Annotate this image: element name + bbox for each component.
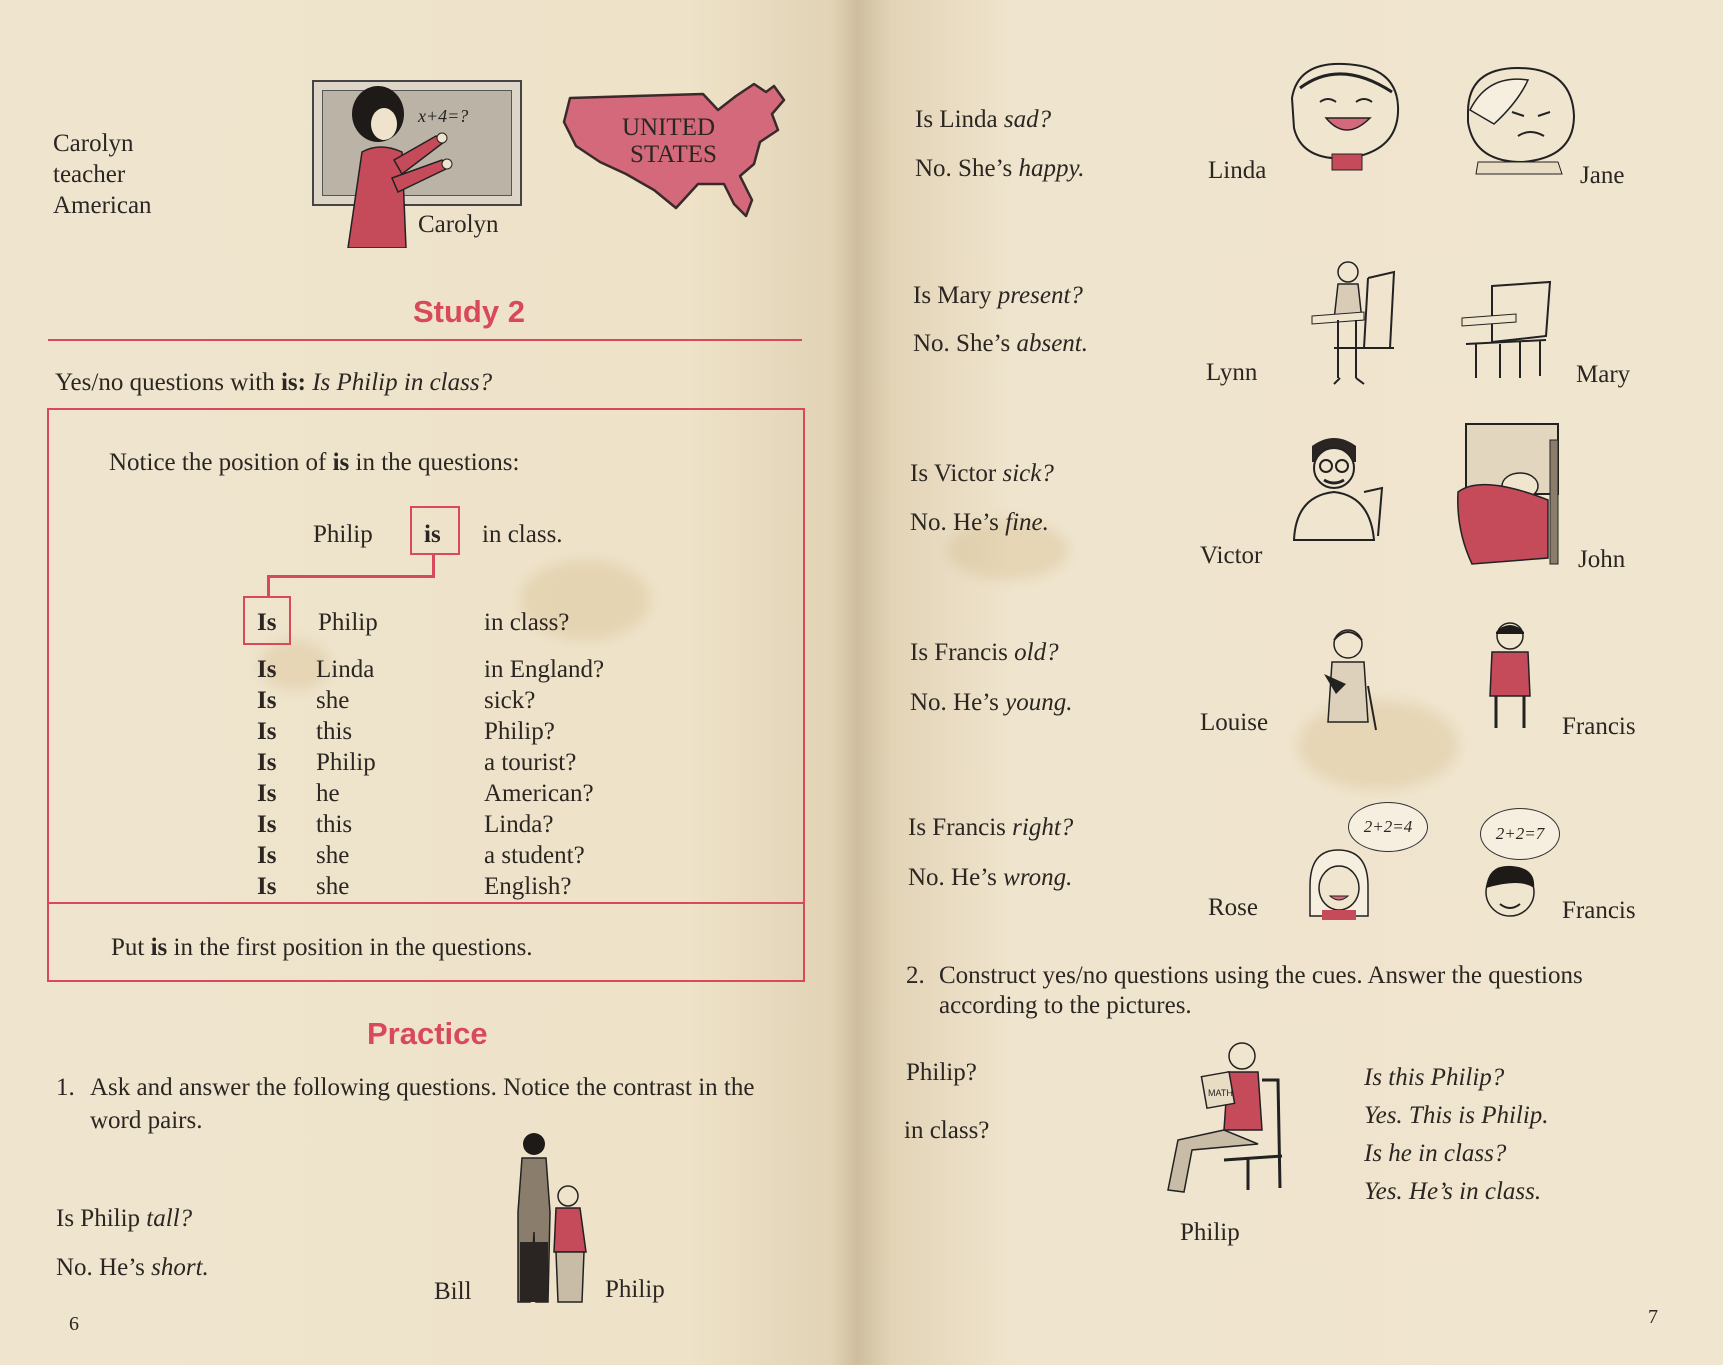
- cue-philip: Philip?: [906, 1059, 977, 1086]
- question-rest: a tourist?: [484, 749, 577, 776]
- question-rest: American?: [484, 780, 594, 807]
- profile-nationality: American: [53, 192, 152, 219]
- question-verb: Is: [257, 687, 277, 714]
- study-heading: Study 2: [413, 294, 525, 329]
- study-intro: Yes/no questions with is: Is Philip in class?: [55, 369, 493, 396]
- statement-subject: Philip: [313, 521, 373, 548]
- page-number-left: 6: [69, 1313, 79, 1335]
- boy-face-icon: [1476, 860, 1546, 924]
- teacher-caption: Carolyn: [418, 211, 499, 238]
- sad-face-icon: [1458, 62, 1583, 177]
- profile-job: teacher: [53, 161, 126, 188]
- girl-face-icon: [1304, 846, 1374, 921]
- question-verb: Is: [257, 780, 277, 807]
- map-label-line1: UNITED: [622, 114, 716, 141]
- pair4-question: Is Francis old?: [910, 639, 1059, 666]
- exercise2-line1: Construct yes/no questions using the cues. Answer the questions: [939, 962, 1583, 989]
- question-subject: she: [316, 873, 350, 900]
- question-rest: sick?: [484, 687, 536, 714]
- study-frame: [47, 408, 805, 982]
- statement-rest: in class.: [482, 521, 563, 548]
- pair4-answer: No. He’s young.: [910, 689, 1073, 716]
- heading-rule: [48, 339, 802, 341]
- left-page: [0, 0, 858, 1365]
- right-page: [858, 0, 1723, 1365]
- question-rest: in class?: [484, 609, 570, 636]
- question-rest: a student?: [484, 842, 585, 869]
- profile-list: [53, 128, 152, 221]
- empty-desk-icon: [1456, 278, 1556, 383]
- united-states-map-icon: [558, 80, 793, 225]
- example-question: Is Philip tall?: [56, 1205, 193, 1232]
- pair2-answer: No. She’s absent.: [913, 330, 1089, 357]
- student-at-desk-icon: [1298, 258, 1398, 388]
- question-subject: this: [316, 811, 353, 838]
- question-subject: Philip: [318, 609, 378, 636]
- exercise1-line2: word pairs.: [90, 1107, 203, 1134]
- pair3-name-left: Victor: [1200, 542, 1263, 569]
- question-subject: this: [316, 718, 353, 745]
- pair1-answer: No. She’s happy.: [915, 155, 1085, 182]
- question-rest: in England?: [484, 656, 605, 683]
- cue-in-class: in class?: [904, 1117, 990, 1144]
- connector-vertical-top: [432, 553, 435, 577]
- rule-text: Put is in the first position in the questions.: [111, 934, 533, 961]
- pair5-question: Is Francis right?: [908, 814, 1074, 841]
- pair1-name-left: Linda: [1208, 157, 1267, 184]
- speech-bubble-correct: 2+2=4: [1348, 802, 1428, 852]
- happy-face-icon: [1280, 58, 1410, 173]
- pair2-question: Is Mary present?: [913, 282, 1083, 309]
- figure-name-bill: Bill: [434, 1278, 472, 1305]
- question-verb: Is: [257, 718, 277, 745]
- question-subject: she: [316, 842, 350, 869]
- answer-line-2: Yes. This is Philip.: [1364, 1102, 1549, 1129]
- exercise2-number: 2.: [906, 962, 925, 989]
- pair4-name-left: Louise: [1200, 709, 1269, 736]
- question-verb: Is: [257, 873, 277, 900]
- profile-name: Carolyn: [53, 130, 134, 157]
- question-subject: Philip: [316, 749, 376, 776]
- frame-divider: [49, 902, 803, 904]
- philip-reading-icon: [1148, 1040, 1298, 1205]
- answer-line-3: Is he in class?: [1364, 1140, 1507, 1167]
- pair1-name-right: Jane: [1580, 162, 1625, 189]
- question-subject: Linda: [316, 656, 375, 683]
- practice-heading: Practice: [367, 1016, 488, 1051]
- pair4-name-right: Francis: [1562, 713, 1636, 740]
- tall-short-figures-icon: [500, 1132, 600, 1307]
- healthy-man-icon: [1278, 432, 1398, 542]
- pair1-question: Is Linda sad?: [915, 106, 1052, 133]
- question-rest: Linda?: [484, 811, 554, 838]
- question-verb: Is: [257, 656, 277, 683]
- pair5-name-left: Rose: [1208, 894, 1258, 921]
- question-rest: Philip?: [484, 718, 555, 745]
- page-number-right: 7: [1648, 1306, 1658, 1328]
- map-label-line2: STATES: [630, 141, 717, 168]
- question-verb: Is: [257, 749, 277, 776]
- question-verb: Is: [257, 609, 277, 636]
- exercise1-number: 1.: [56, 1074, 75, 1101]
- pair5-answer: No. He’s wrong.: [908, 864, 1073, 891]
- young-boy-icon: [1476, 620, 1546, 735]
- question-subject: he: [316, 780, 340, 807]
- exercise1-line1: Ask and answer the following questions. Notice the contrast in the: [90, 1074, 755, 1101]
- connector-vertical-bottom: [267, 575, 270, 596]
- statement-verb: is: [424, 521, 441, 548]
- answer-line-1: Is this Philip?: [1364, 1064, 1505, 1091]
- pair3-answer: No. He’s fine.: [910, 509, 1049, 536]
- figure-name-philip: Philip: [605, 1276, 665, 1303]
- question-subject: she: [316, 687, 350, 714]
- question-rest: English?: [484, 873, 572, 900]
- question-verb: Is: [257, 842, 277, 869]
- chalkboard-equation: x+4=?: [418, 106, 469, 126]
- pair2-name-right: Mary: [1576, 361, 1631, 388]
- example-answer: No. He’s short.: [56, 1254, 209, 1281]
- book-label: MATH: [1208, 1088, 1233, 1098]
- pair5-name-right: Francis: [1562, 897, 1636, 924]
- exercise2-caption: Philip: [1180, 1219, 1240, 1246]
- pair3-question: Is Victor sick?: [910, 460, 1054, 487]
- sick-boy-in-bed-icon: [1452, 420, 1572, 565]
- connector-horizontal: [267, 575, 435, 578]
- question-verb: Is: [257, 811, 277, 838]
- old-woman-icon: [1310, 626, 1385, 731]
- chalkboard-illustration: [312, 80, 522, 206]
- pair3-name-right: John: [1578, 546, 1626, 573]
- speech-bubble-wrong: 2+2=7: [1480, 808, 1560, 860]
- answer-line-4: Yes. He’s in class.: [1364, 1178, 1542, 1205]
- exercise2-line2: according to the pictures.: [939, 992, 1192, 1019]
- notice-text: Notice the position of is in the questions:: [109, 449, 520, 476]
- pair2-name-left: Lynn: [1206, 359, 1258, 386]
